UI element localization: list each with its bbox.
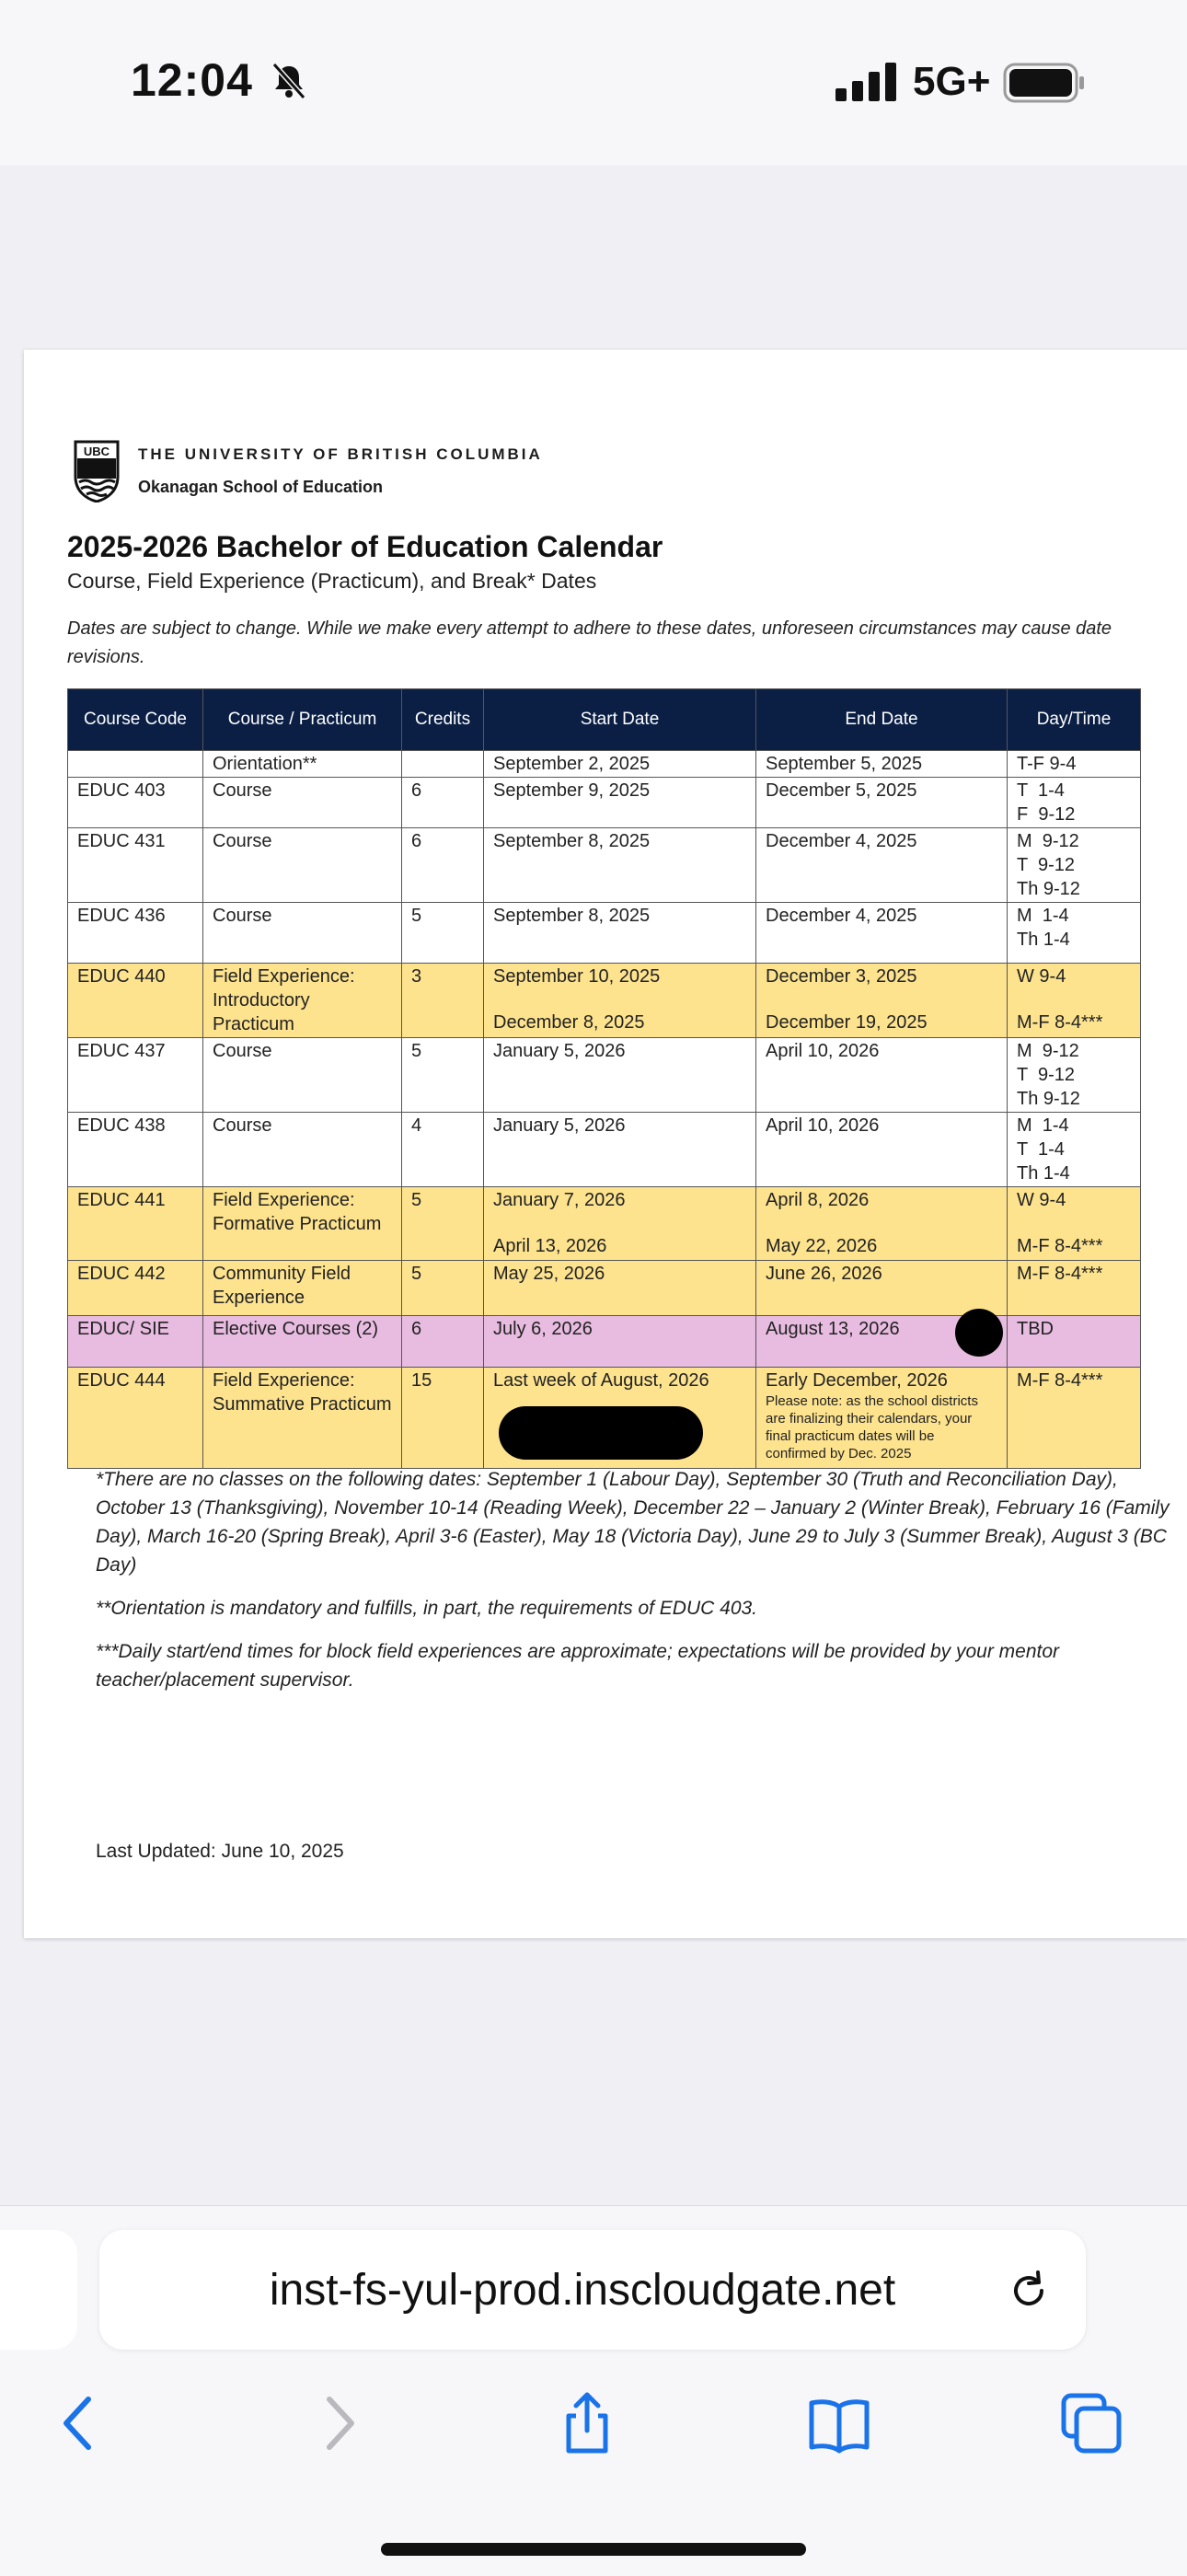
cell-credits: 15 — [402, 1368, 484, 1469]
cell-credits: 3 — [402, 964, 484, 1038]
cell-credits: 6 — [402, 778, 484, 828]
clock: 12:04 — [131, 54, 253, 106]
cell-course: Course — [203, 1113, 402, 1187]
cell-start: September 2, 2025 — [484, 751, 756, 778]
cell-credits: 5 — [402, 1038, 484, 1113]
cell-code: EDUC 436 — [68, 903, 203, 964]
redaction-scribble — [499, 1406, 703, 1460]
cell-end — [756, 1187, 1008, 1261]
cell-day: T 1-4 F 9-12 — [1008, 778, 1141, 828]
cell-start — [484, 1187, 756, 1261]
cell-start: September 9, 2025 — [484, 778, 756, 828]
cell-credits: 5 — [402, 1261, 484, 1316]
share-icon[interactable] — [554, 2390, 620, 2456]
table-header-row — [68, 689, 1141, 751]
battery-icon — [1003, 63, 1086, 103]
cell-start: September 8, 2025 — [484, 828, 756, 903]
network-label: 5G+ — [913, 59, 991, 104]
end-date-b: May 22, 2026 — [766, 1236, 878, 1256]
end-date-a: December 3, 2025 — [766, 966, 917, 987]
cell-day: TBD — [1008, 1316, 1141, 1368]
day-a: W 9-4 — [1017, 966, 1066, 987]
cell-start: September 8, 2025 — [484, 903, 756, 964]
redaction-dot — [955, 1309, 1003, 1357]
footnotes — [96, 1465, 1181, 1709]
cell-day — [1008, 1187, 1141, 1261]
cell-course: Field Experience: Summative Practicum — [203, 1368, 402, 1469]
table-row — [68, 1113, 1141, 1187]
cell-code: EDUC 441 — [68, 1187, 203, 1261]
signal-icon — [836, 63, 900, 101]
cell-code: EDUC 403 — [68, 778, 203, 828]
cell-code: EDUC 438 — [68, 1113, 203, 1187]
page-subtitle: Course, Field Experience (Practicum), and Break* Dates — [67, 569, 597, 593]
cell-day — [1008, 964, 1141, 1038]
cell-end: April 10, 2026 — [756, 1038, 1008, 1113]
cell-credits: 5 — [402, 1187, 484, 1261]
forward-icon[interactable] — [305, 2390, 372, 2456]
table-row — [68, 1187, 1141, 1261]
cell-credits — [402, 751, 484, 778]
cell-course: Course — [203, 778, 402, 828]
cell-course: Course — [203, 1038, 402, 1113]
logo-text: UBC — [83, 445, 110, 458]
previous-tab-peek[interactable] — [0, 2230, 77, 2350]
cell-day: M-F 8-4*** — [1008, 1368, 1141, 1469]
table-row — [68, 964, 1141, 1038]
cell-end: June 26, 2026 — [756, 1261, 1008, 1316]
header-credits: Credits — [402, 689, 484, 751]
cell-course: Field Experience: Introductory Practicum — [203, 964, 402, 1038]
header-day-time: Day/Time — [1008, 689, 1141, 751]
cell-end — [756, 1368, 1008, 1469]
cell-code: EDUC 440 — [68, 964, 203, 1038]
address-bar[interactable] — [99, 2230, 1086, 2350]
cell-day: M 9-12 T 9-12 Th 9-12 — [1008, 1038, 1141, 1113]
cell-end: August 13, 2026 — [756, 1316, 1008, 1368]
cell-credits: 6 — [402, 828, 484, 903]
table-row — [68, 1261, 1141, 1316]
cell-code: EDUC 437 — [68, 1038, 203, 1113]
footnote-orientation: **Orientation is mandatory and fulfills, in part, the requirements of EDUC 403. — [96, 1598, 758, 1619]
bookmarks-icon[interactable] — [806, 2390, 872, 2456]
start-date-a: January 7, 2026 — [493, 1190, 626, 1210]
day-b: M-F 8-4*** — [1017, 1012, 1103, 1033]
cell-start: January 5, 2026 — [484, 1113, 756, 1187]
day-a: W 9-4 — [1017, 1190, 1066, 1210]
cell-end: December 5, 2025 — [756, 778, 1008, 828]
ubc-crest-logo — [74, 440, 120, 502]
cell-start: July 6, 2026 — [484, 1316, 756, 1368]
cell-start — [484, 964, 756, 1038]
table-row — [68, 1038, 1141, 1113]
cell-code: EDUC 431 — [68, 828, 203, 903]
cell-code — [68, 751, 203, 778]
cell-code: EDUC 442 — [68, 1261, 203, 1316]
start-date-a: September 10, 2025 — [493, 966, 661, 987]
table-row — [68, 828, 1141, 903]
end-date: Early December, 2026 — [766, 1370, 948, 1391]
pdf-page — [24, 350, 1187, 1938]
cell-day: T-F 9-4 — [1008, 751, 1141, 778]
header-course-code: Course Code — [68, 689, 203, 751]
start-date-b: December 8, 2025 — [493, 1012, 645, 1033]
cell-course: Community Field Experience — [203, 1261, 402, 1316]
last-updated: Last Updated: June 10, 2025 — [96, 1841, 344, 1862]
cell-end: September 5, 2025 — [756, 751, 1008, 778]
end-date-a: April 8, 2026 — [766, 1190, 870, 1210]
cell-code: EDUC 444 — [68, 1368, 203, 1469]
footnote-breaks: *There are no classes on the following dates: September 1 (Labour Day), September 30 (Truth and Reconciliation Day), October 13 (Thanksgiving), November 10-14 (Reading Week), December 22 – January 2 (Winter Break), February 16 (Family Day), March 16-20 (Spring Break), April 3-6 (Easter), May 18 (Victoria Day), June 29 to July 3 (Summer Break), August 3 (BC Day) — [96, 1469, 1170, 1576]
day-b: M-F 8-4*** — [1017, 1236, 1103, 1256]
cell-course: Field Experience: Formative Practicum — [203, 1187, 402, 1261]
cell-day: M 1-4 T 1-4 Th 1-4 — [1008, 1113, 1141, 1187]
reload-icon[interactable] — [1005, 2267, 1053, 2315]
url-text[interactable]: inst-fs-yul-prod.inscloudgate.net — [269, 2266, 896, 2315]
header-start-date: Start Date — [484, 689, 756, 751]
start-date-b: April 13, 2026 — [493, 1236, 607, 1256]
disclaimer-note: Dates are subject to change. While we make every attempt to adhere to these dates, unforeseen circumstances may cause date revisions. — [67, 618, 1112, 667]
cell-credits: 4 — [402, 1113, 484, 1187]
cell-day: M 9-12 T 9-12 Th 9-12 — [1008, 828, 1141, 903]
table-row — [68, 778, 1141, 828]
cell-course: Course — [203, 903, 402, 964]
cell-start: January 5, 2026 — [484, 1038, 756, 1113]
cell-course: Elective Courses (2) — [203, 1316, 402, 1368]
header-course: Course / Practicum — [203, 689, 402, 751]
home-indicator[interactable] — [381, 2543, 806, 2556]
cell-credits: 5 — [402, 903, 484, 964]
cell-start: May 25, 2026 — [484, 1261, 756, 1316]
cell-course: Course — [203, 828, 402, 903]
university-name: THE UNIVERSITY OF BRITISH COLUMBIA — [138, 445, 543, 463]
cell-end — [756, 964, 1008, 1038]
footnote-times: ***Daily start/end times for block field experiences are approximate; expectations will be provided by your mentor teacher/placement supervisor. — [96, 1641, 1060, 1691]
tabs-icon[interactable] — [1058, 2390, 1124, 2456]
browser-toolbar — [0, 2205, 1187, 2576]
table-row — [68, 903, 1141, 964]
cell-end: April 10, 2026 — [756, 1113, 1008, 1187]
cell-start: Last week of August, 2026 — [484, 1368, 756, 1469]
cell-day: M 1-4 Th 1-4 — [1008, 903, 1141, 964]
end-date-note: Please note: as the school districts are finalizing their calendars, your final practicum dates will be confirmed by Dec. 2025 — [766, 1393, 978, 1461]
cell-course: Orientation** — [203, 751, 402, 778]
cell-end: December 4, 2025 — [756, 828, 1008, 903]
table-row — [68, 751, 1141, 778]
silent-bell-icon — [269, 61, 309, 101]
cell-day: M-F 8-4*** — [1008, 1261, 1141, 1316]
school-name: Okanagan School of Education — [138, 478, 384, 496]
cell-end: December 4, 2025 — [756, 903, 1008, 964]
status-bar — [0, 0, 1187, 166]
back-icon[interactable] — [46, 2390, 112, 2456]
end-date-b: December 19, 2025 — [766, 1012, 928, 1033]
header-end-date: End Date — [756, 689, 1008, 751]
page-title: 2025-2026 Bachelor of Education Calendar — [67, 530, 663, 563]
cell-credits: 6 — [402, 1316, 484, 1368]
cell-code: EDUC/ SIE — [68, 1316, 203, 1368]
